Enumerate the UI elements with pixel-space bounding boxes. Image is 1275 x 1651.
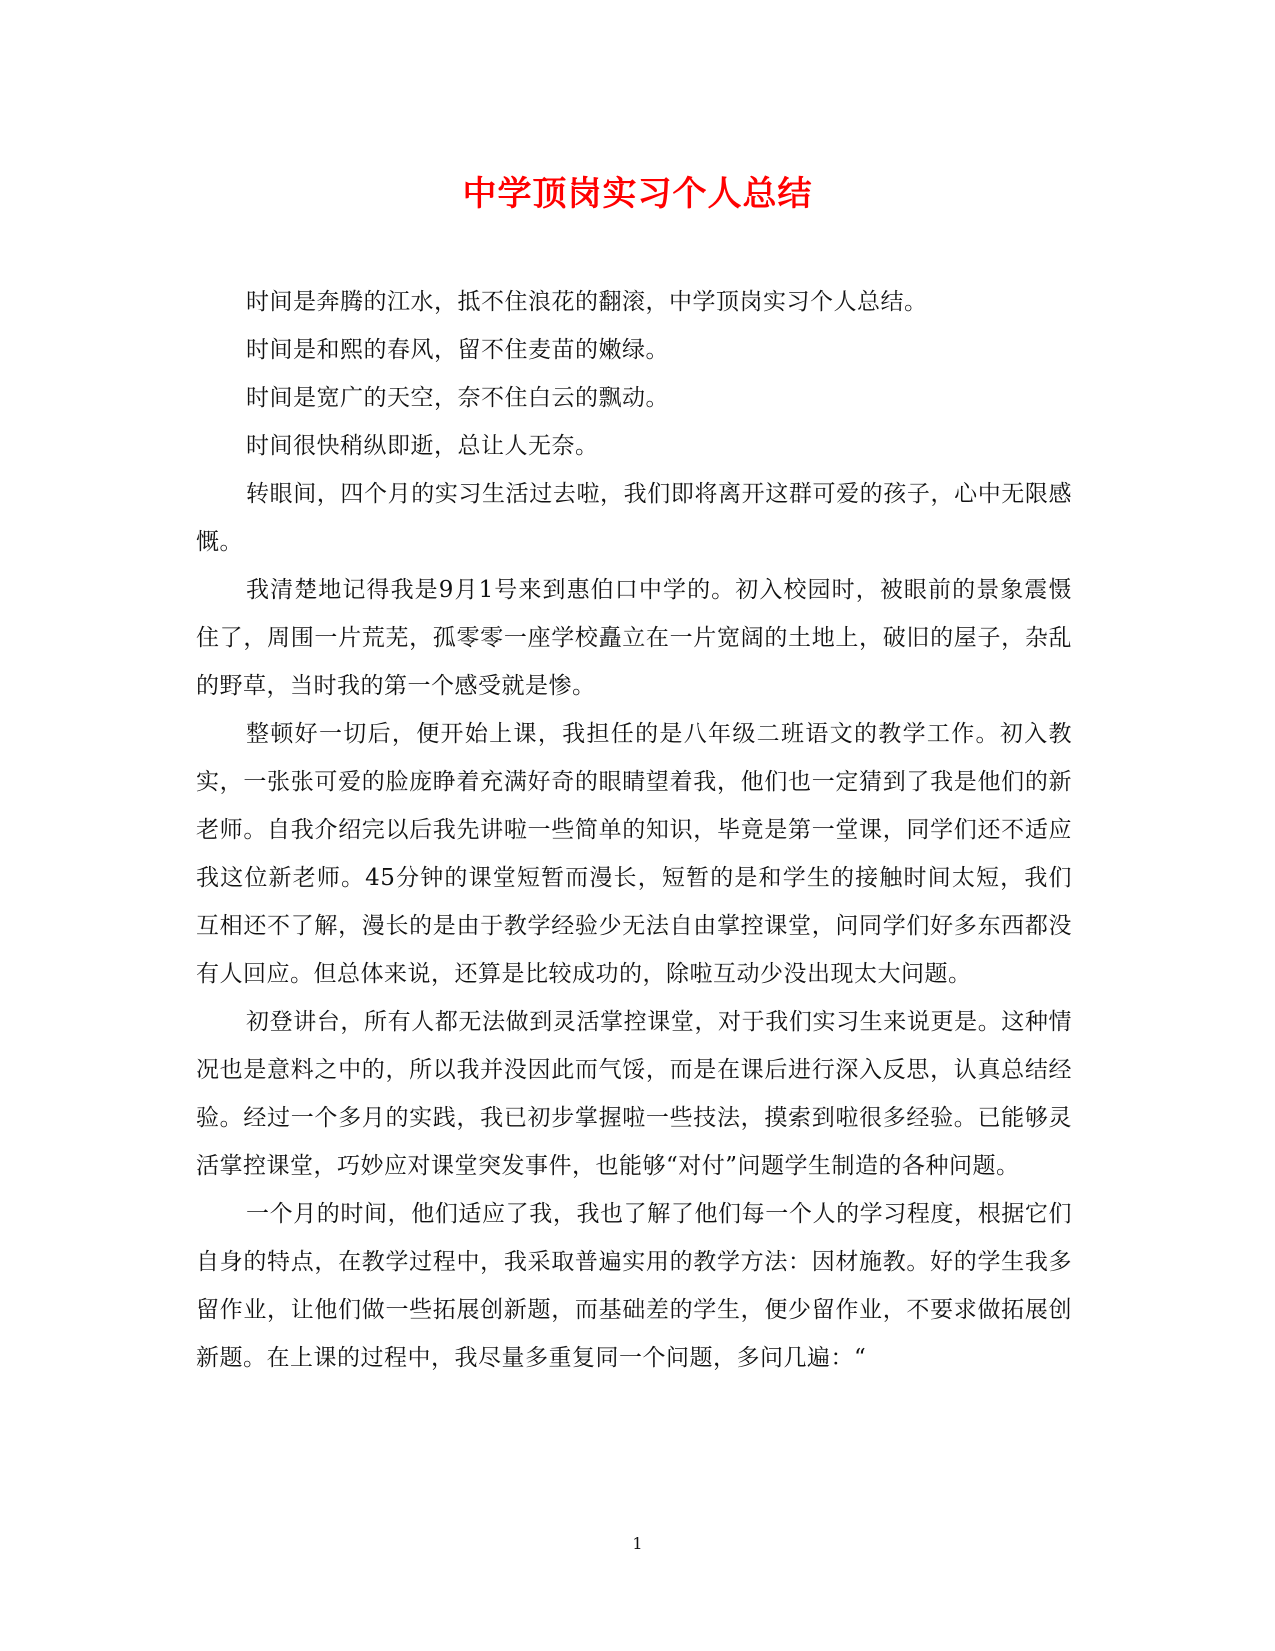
paragraph-6: 我清楚地记得我是9月1号来到惠伯口中学的。初入校园时，被眼前的景象震慑住了，周围一片荒芜，孤零零一座学校矗立在一片宽阔的土地上，破旧的屋子，杂乱的野草，当时我的第一个感受就是惨。 <box>196 577 1072 699</box>
paragraph-7: 整顿好一切后，便开始上课，我担任的是八年级二班语文的教学工作。初入教实，一张张可爱的脸庞睁着充满好奇的眼睛望着我，他们也一定猜到了我是他们的新老师。自我介绍完以后我先讲啦一些简单的知识，毕竟是第一堂课，同学们还不适应我这位新老师。45分钟的课堂短暂而漫长，短暂的是和学生的接触时间太短，我们互相还不了解，漫长的是由于教学经验少无法自由掌控课堂，问同学们好多东西都没有人回应。但总体来说，还算是比较成功的，除啦互动少没出现太大问题。 <box>196 721 1072 987</box>
document-body <box>196 278 1072 1382</box>
paragraph-4: 时间很快稍纵即逝，总让人无奈。 <box>246 433 599 459</box>
paragraph-8: 初登讲台，所有人都无法做到灵活掌控课堂，对于我们实习生来说更是。这种情况也是意料之中的，所以我并没因此而气馁，而是在课后进行深入反思，认真总结经验。经过一个多月的实践，我已初步掌握啦一些技法，摸索到啦很多经验。已能够灵活掌控课堂，巧妙应对课堂突发事件，也能够“对付”问题学生制造的各种问题。 <box>196 1009 1072 1179</box>
paragraph-3: 时间是宽广的天空，奈不住白云的飘动。 <box>246 385 669 411</box>
paragraph-5: 转眼间，四个月的实习生活过去啦，我们即将离开这群可爱的孩子，心中无限感慨。 <box>196 481 1072 555</box>
paragraph-2: 时间是和熙的春风，留不住麦苗的嫩绿。 <box>246 337 669 363</box>
page-number: 1 <box>632 1534 643 1553</box>
document-title: 中学顶岗实习个人总结 <box>462 174 813 214</box>
paragraph-9: 一个月的时间，他们适应了我，我也了解了他们每一个人的学习程度，根据它们自身的特点，在教学过程中，我采取普遍实用的教学方法：因材施教。好的学生我多留作业，让他们做一些拓展创新题，而基础差的学生，便少留作业，不要求做拓展创新题。在上课的过程中，我尽量多重复同一个问题，多问几遍：“ <box>196 1201 1072 1371</box>
paragraph-1: 时间是奔腾的江水，抵不住浪花的翻滚，中学顶岗实习个人总结。 <box>246 289 928 315</box>
